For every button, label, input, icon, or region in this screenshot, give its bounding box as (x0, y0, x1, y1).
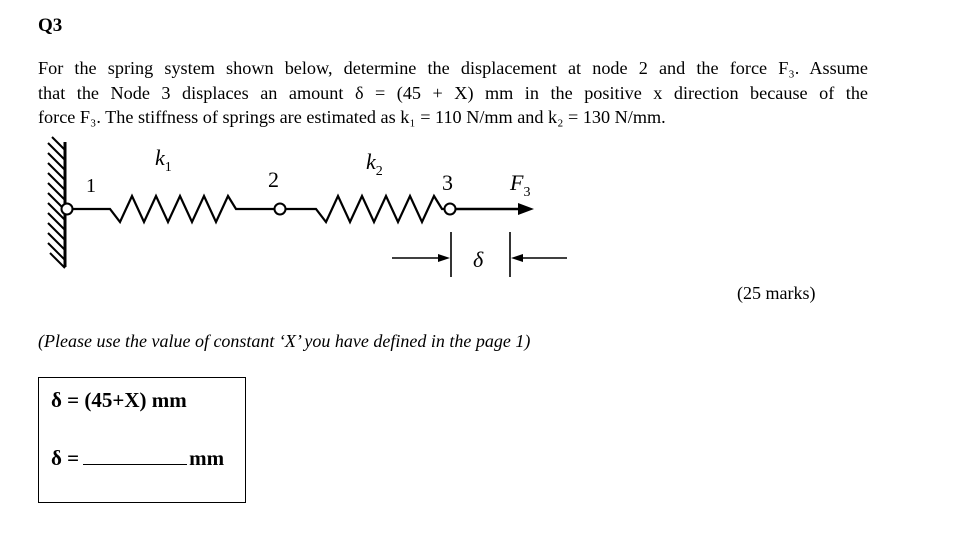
k2-label (366, 149, 383, 179)
node-2-label: 2 (268, 167, 279, 192)
force-arrow (456, 203, 534, 215)
question-line-3: force F₃. The stiffness of springs are estimated as k₁ = 110 N/mm and k₂ = 130 N/mm. (38, 107, 666, 127)
question-line-1: For the spring system shown below, determine the displacement at node 2 and the force F₃. Assume (38, 58, 868, 78)
force-label (509, 170, 530, 200)
node-1-label: 1 (86, 175, 96, 197)
node-2-circle (275, 204, 286, 215)
spring-system-figure (40, 132, 580, 282)
k2-letter: k (366, 149, 376, 174)
delta-answer-unit: mm (189, 446, 225, 470)
question-number: Q3 (38, 15, 63, 36)
delta-answer-prefix: δ = (51, 446, 80, 470)
fixed-wall (48, 137, 65, 268)
k2-subscript: 2 (375, 164, 383, 179)
node-1-circle (62, 204, 73, 215)
delta-answer-blank[interactable] (83, 446, 187, 465)
spring-k2 (286, 196, 445, 222)
k1-label (155, 145, 172, 175)
k1-letter: k (155, 145, 165, 170)
delta-formula: δ = (45+X) mm (51, 388, 187, 412)
question-line-2: that the Node 3 displaces an amount δ = (45 + X) mm in the positive x direction because of the (38, 82, 868, 103)
answer-box (38, 377, 246, 503)
node-3-label: 3 (442, 170, 453, 195)
node-3-circle (445, 204, 456, 215)
force-subscript: 3 (523, 185, 531, 200)
question-text (38, 56, 868, 130)
delta-label: δ (473, 247, 484, 272)
marks-label: (25 marks) (737, 283, 816, 303)
instruction-note: (Please use the value of constant ‘X’ you have defined in the page 1) (38, 331, 531, 351)
spring-k1 (71, 196, 274, 222)
delta-answer-line (51, 446, 224, 471)
force-letter: F (510, 170, 524, 195)
k1-subscript: 1 (164, 160, 172, 175)
